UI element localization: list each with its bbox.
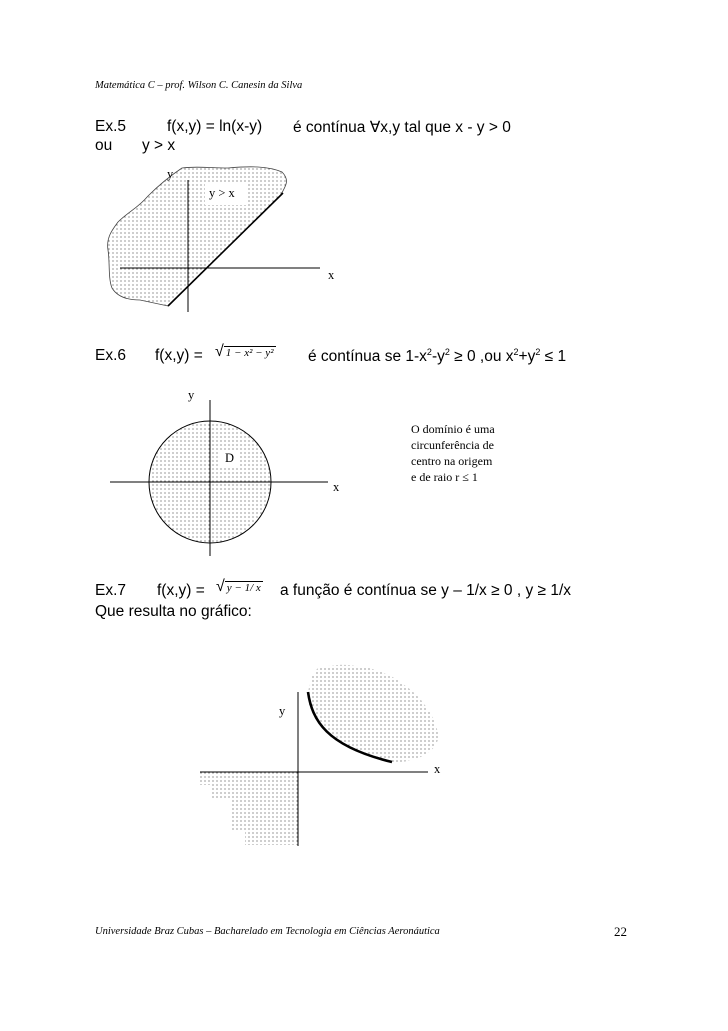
ex6-note-line: centro na origem: [411, 454, 493, 468]
ex7-y-label: y: [279, 704, 286, 718]
ex7-label: Ex.7: [95, 582, 127, 599]
ex7-shaded-region-q3: [200, 772, 298, 845]
ex5-y-label: y: [167, 167, 174, 181]
ex6-note-line: circunferência de: [411, 438, 494, 452]
ex6-x-label: x: [333, 480, 340, 494]
ex5-x-label: x: [328, 268, 335, 282]
ex6-statement: é contínua se $1-x^2-y^2 \ge 0$ ,ou $x^2+y^2 \le 1$: [308, 347, 567, 366]
ex6-y-label: y: [188, 388, 195, 402]
ex7-graph: [200, 665, 441, 846]
ex7-x-label: x: [434, 762, 441, 776]
ex7-radicand: y − 1/ x: [226, 582, 261, 594]
ex5-or: ou: [95, 137, 113, 154]
sqrt-icon: √: [216, 578, 225, 595]
ex5-label: Ex.5: [95, 118, 127, 135]
page-header: Matemática C – prof. Wilson C. Canesin da Silva: [95, 80, 303, 91]
sqrt-icon: √: [215, 343, 224, 360]
ex6-label: Ex.6: [95, 347, 127, 364]
page-footer: Universidade Braz Cubas – Bacharelado em Tecnologia em Ciências Aeronáutica: [95, 926, 440, 937]
ex6-note-line: e de raio r ≤ 1: [411, 470, 478, 484]
ex5-function: f(x,y) = ln(x-y): [167, 118, 263, 135]
ex7-statement: a função é contínua se y – 1/x ≥ 0 , y ≥ 1/x: [280, 582, 572, 599]
ex5-shaded-region: [108, 167, 287, 306]
ex6-note-line: O domínio é uma: [411, 422, 495, 436]
ex7-line2: Que resulta no gráfico:: [95, 603, 252, 620]
ex7-function-prefix: f(x,y) =: [157, 582, 205, 599]
page-number: 22: [614, 924, 627, 939]
ex7-shaded-region-q1: [308, 665, 438, 762]
ex6-note: [411, 421, 531, 485]
ex6-radicand: 1 − x² − y²: [225, 347, 274, 359]
ex5-region-label: y > x: [209, 186, 235, 200]
ex6-region-label: D: [225, 451, 235, 465]
ex5-condition: y > x: [142, 137, 176, 154]
ex5-statement: é contínua ∀x,y tal que x - y > 0: [293, 119, 511, 136]
ex6-function-prefix: f(x,y) =: [155, 347, 203, 364]
ex6-graph: [110, 400, 328, 556]
